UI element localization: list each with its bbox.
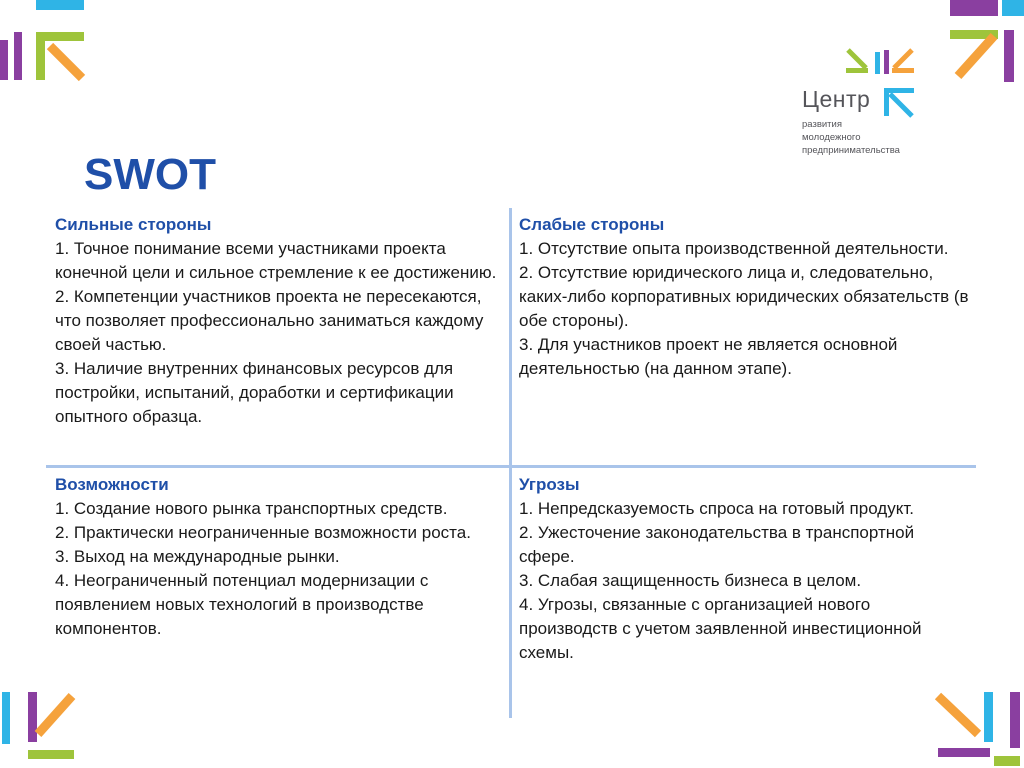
strengths-heading: Сильные стороны (55, 215, 212, 234)
corner-decoration-top-left (0, 0, 90, 90)
threats-heading: Угрозы (519, 475, 580, 494)
opportunity-item: 2. Практически неограниченные возможности роста. (55, 523, 471, 542)
threat-item: 3. Слабая защищенность бизнеса в целом. (519, 571, 862, 590)
horizontal-divider (46, 465, 976, 468)
opportunities-heading: Возможности (55, 475, 169, 494)
strength-item: 1. Точное понимание всеми участниками проекта конечной цели и сильное стремление к ее достижению. (55, 239, 497, 282)
strength-item: 2. Компетенции участников проекта не пересекаются, что позволяет профессионально заниматься каждому своей частью. (55, 287, 484, 354)
threat-item: 1. Непредсказуемость спроса на готовый продукт. (519, 499, 914, 518)
corner-decoration-top-right (944, 0, 1024, 90)
opportunity-item: 4. Неограниченный потенциал модернизации с появлением новых технологий в производстве компонентов. (55, 571, 429, 638)
opportunity-item: 1. Создание нового рынка транспортных средств. (55, 499, 448, 518)
threat-item: 4. Угрозы, связанные с организацией нового производств с учетом заявленной инвестиционной схемы. (519, 595, 922, 662)
weakness-item: 1. Отсутствие опыта производственной деятельности. (519, 239, 949, 258)
threats-quadrant (519, 473, 969, 665)
logo-subtitle (802, 118, 962, 157)
corner-decoration-bottom-left (0, 686, 80, 768)
logo-subtitle-line: развития (802, 119, 842, 130)
weaknesses-quadrant (519, 213, 969, 381)
vertical-divider (509, 208, 512, 718)
corner-decoration-bottom-right (934, 686, 1024, 768)
opportunity-item: 3. Выход на международные рынки. (55, 547, 340, 566)
strengths-quadrant (55, 213, 505, 429)
strength-item: 3. Наличие внутренних финансовых ресурсов для постройки, испытаний, доработки и сертификации опытного образца. (55, 359, 454, 426)
slide-title: SWOT (84, 150, 216, 199)
logo-name: Центр (802, 86, 871, 112)
opportunities-quadrant (55, 473, 505, 641)
logo-subtitle-line: молодежного (802, 132, 861, 143)
weakness-item: 3. Для участников проект не является основной деятельностью (на данном этапе). (519, 335, 898, 378)
logo-subtitle-line: предпринимательства (802, 145, 900, 156)
threat-item: 2. Ужесточение законодательства в транспортной сфере. (519, 523, 915, 566)
weaknesses-heading: Слабые стороны (519, 215, 665, 234)
weakness-item: 2. Отсутствие юридического лица и, следовательно, каких-либо корпоративных юридических обязательств (в обе стороны). (519, 263, 969, 330)
